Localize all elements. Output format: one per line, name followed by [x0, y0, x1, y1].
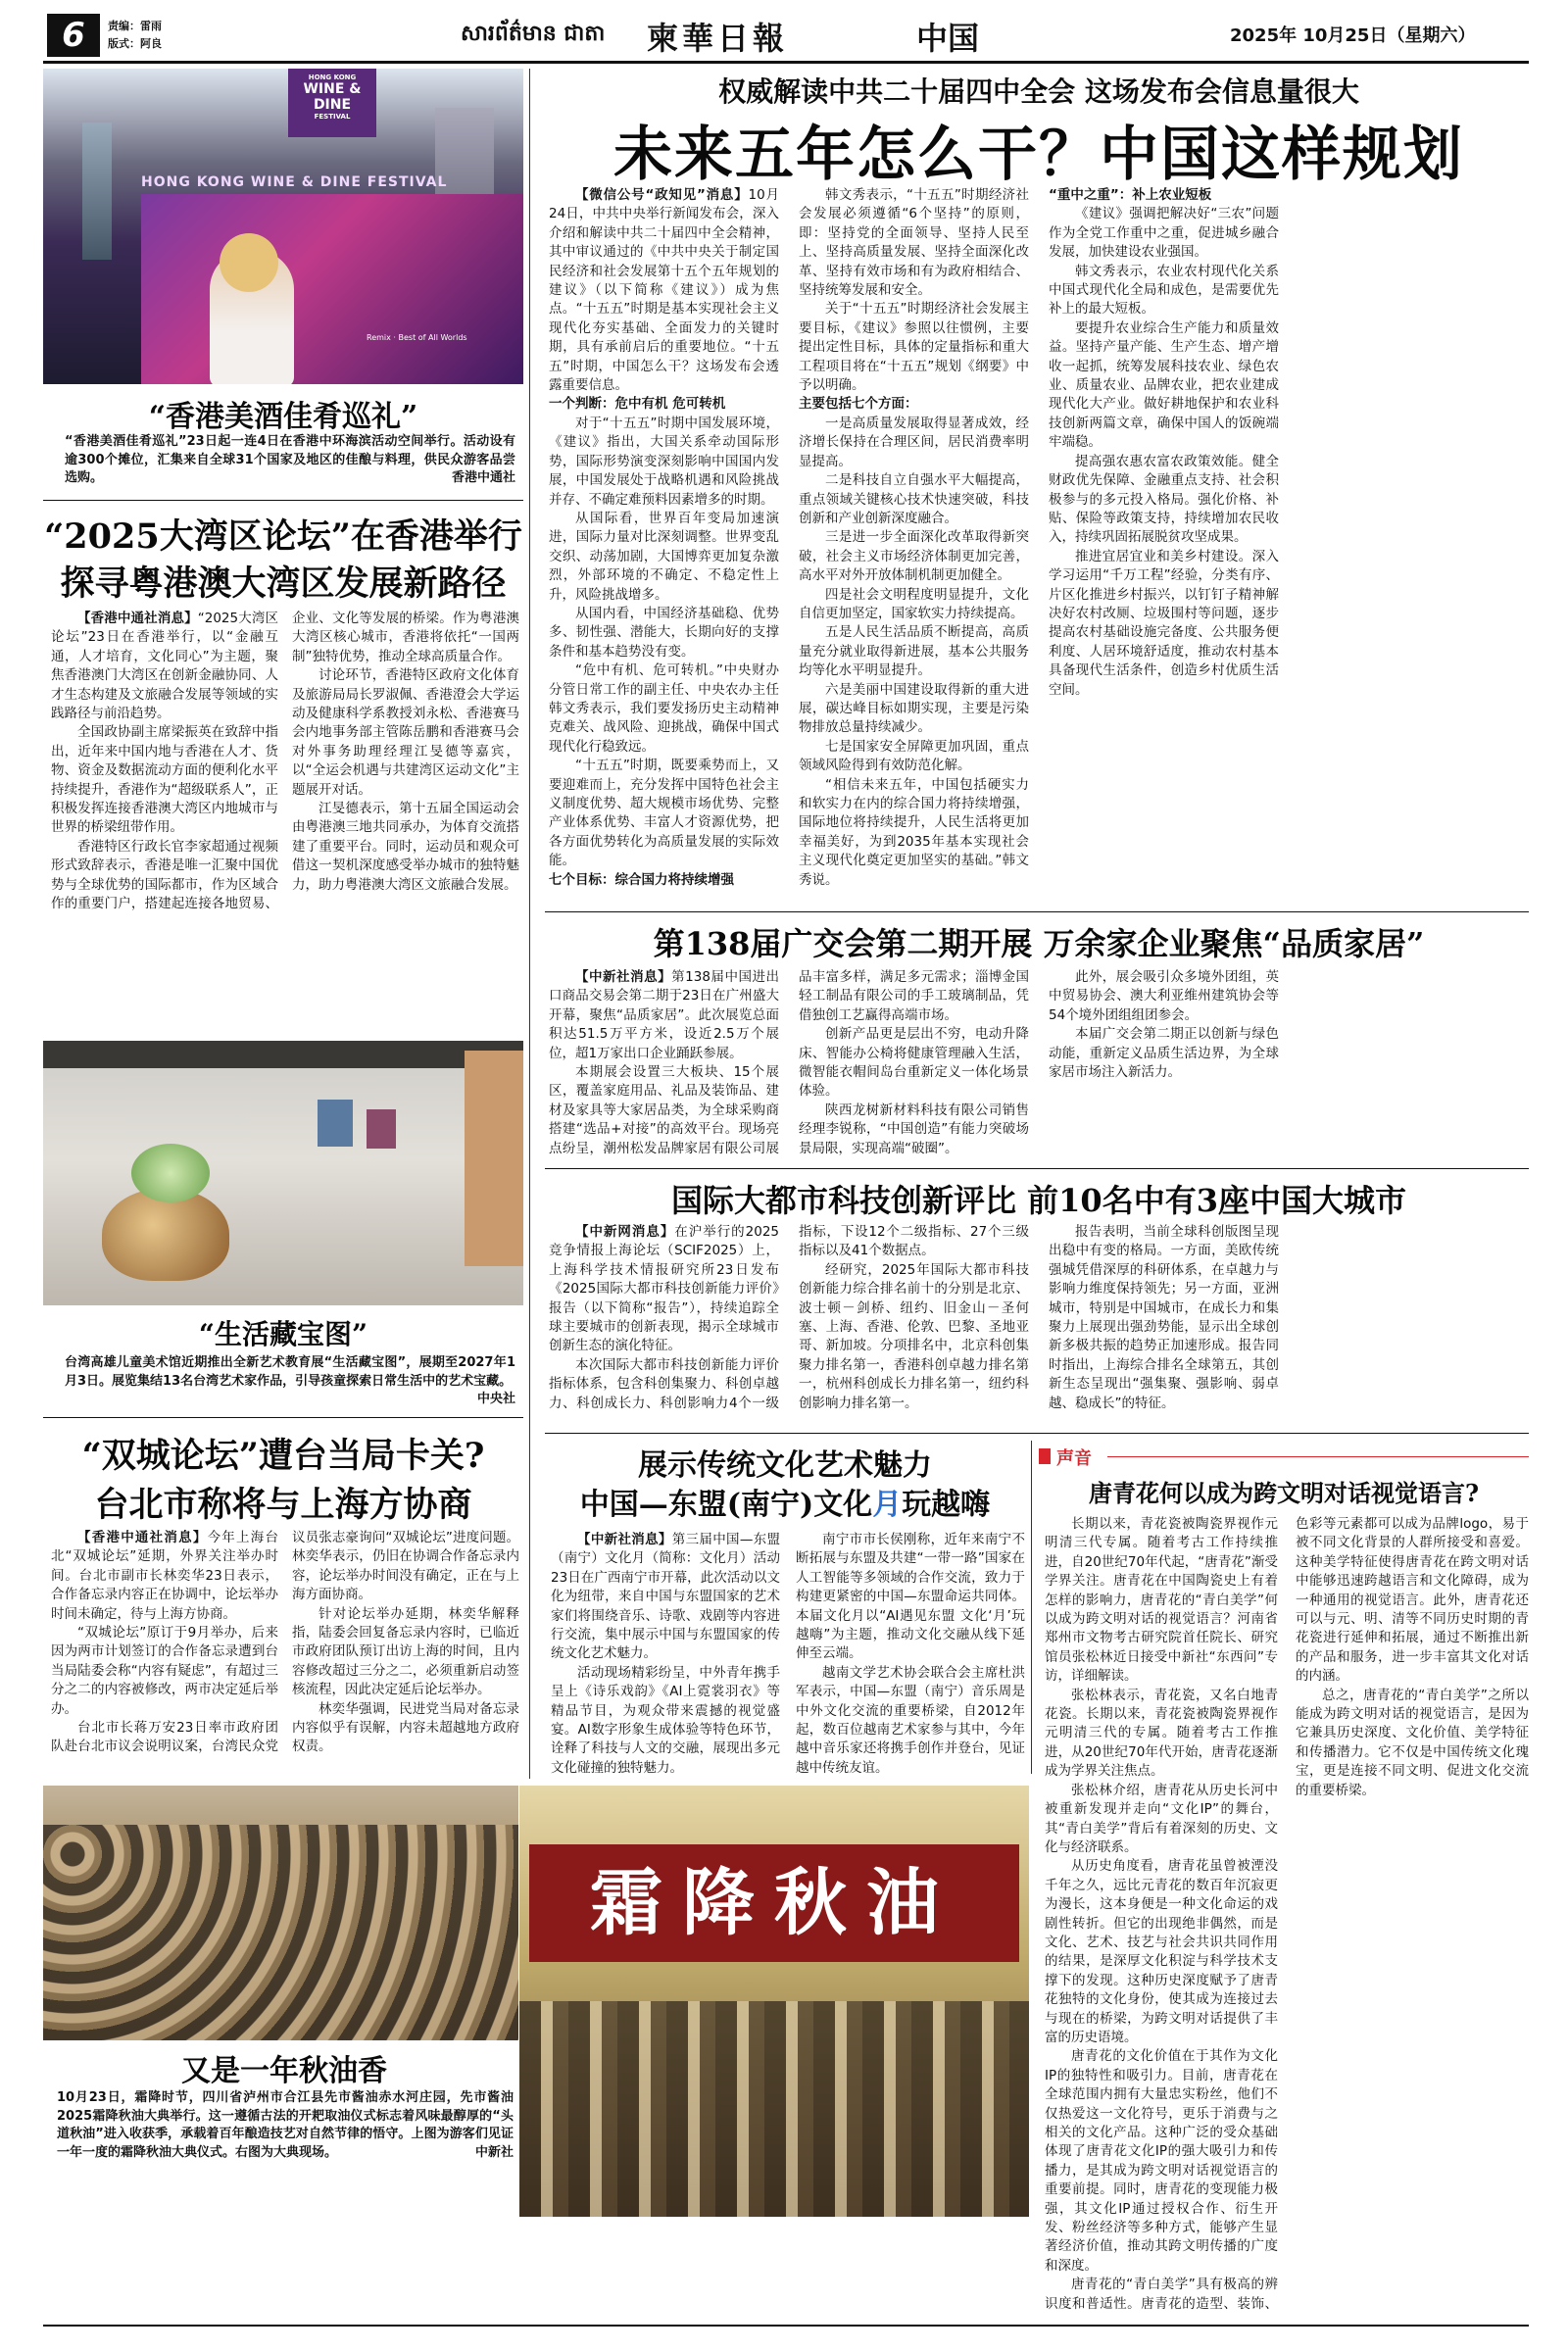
- layout-line: 版式：阿良: [108, 37, 162, 50]
- voice-section: [1039, 1441, 1529, 2323]
- festival-sign: HONG KONG WINE & DINE FESTIVAL: [288, 69, 376, 137]
- twocity-title-1: “双城论坛”遭台当局卡关?: [81, 1436, 485, 1476]
- footer-rule: [43, 2325, 1529, 2327]
- wine-caption: “香港美酒佳肴巡礼”23日起一连4日在香港中环海滨活动空间举行。活动设有逾300个摊位，汇集来自全球31个国家及地区的佳酿与料理，供民众游客品尝选购。 香港中通社: [65, 434, 515, 485]
- techcity-body: 【中新网消息】在沪举行的2025竞争情报上海论坛（SCIF2025）上，上海科学技术情报研究所23日发布《2025国际大都市科技创新能力评价》报告（以下简称“报告”），持续追踪全球主要城市的创新表现，揭示全球城市创新生态的演化特征。 本次国际大都市科技创新能力评价指标体系，包含科创集聚力、科创卓越力、科创成长力、科创影响力4个一级指标，下设12个二级指标、27个三级指标以及41个数据点。 经研究，2025年国际大都市科技创新能力综合排名前十的分别是北京、波士顿－剑桥、纽约、旧金山－圣何塞、上海、香港、伦敦、巴黎、圣地亚哥、新加坡。分项排名中，北京科创集聚力排名第一，香港科创卓越力排名第一，杭州科创成长力排名第一，纽约科创影响力排名第一。 报告表明，当前全球科创版图呈现出稳中有变的格局。一方面，美欧传统强城凭借深厚的科研体系，在卓越力与影响力维度保持领先；另一方面，亚洲城市，特别是中国城市，在成长力和集聚力上展现出强劲势能，显示出全球创新多极共振的趋势正加速形成。报告同时指出，上海综合排名全球第五，其创新生态呈现出“强集聚、强影响、弱卓越、稳成长”的特征。: [549, 1224, 1279, 1411]
- art-museum-photo: [43, 1041, 523, 1305]
- lead-title: 未来五年怎么干？中国这样规划: [613, 121, 1464, 189]
- voice-body: 长期以来，青花瓷被陶瓷界视作元明清三代专属。随着考古工作持续推进，自20世纪70年代起，“唐青花”渐受学界关注。唐青花在中国陶瓷史上有着怎样的影响力，唐青花的“青白美学”何以成为跨文明对话的视觉语言？河南省郑州市文物考古研究院首任院长、研究馆员张松林近日接受中新社“东西问”专访，详细解读。 张松林表示，青花瓷，又名白地青花瓷。长期以来，青花瓷被陶瓷界视作元明清三代的专属。随着考古工作推进，从20世纪70年代开始，唐青花逐渐成为学界关注焦点。 张松林介绍，唐青花从历史长河中被重新发现并走向“文化IP”的舞台，其“青白美学”背后有着深刻的历史、文化与经济联系。 从历史角度看，唐青花虽曾被湮没千年之久，远比元青花的数百年沉寂更为漫长，这本身便是一种文化命运的戏剧性转折。但它的出现绝非偶然，而是文化、艺术、技艺与社会共识共同作用的结果，是深厚文化积淀与科学技术支撑下的发现。这种历史深度赋予了唐青花独特的文化身份，使其成为连接过去与现在的桥梁，为跨文明对话提供了丰富的历史语境。 唐青花的文化价值在于其作为文化IP的独特性和吸引力。目前，唐青花在全球范围内拥有大量忠实粉丝，他们不仅热爱这一文化符号，更乐于消费与之相关的文化产品。这种广泛的受众基础体现了唐青花文化IP的强大吸引力和传播力，是其成为跨文明对话视觉语言的重要前提。同时，唐青花的变现能力极强，其文化IP通过授权合作、衍生开发、粉丝经济等多种方式，能够产生显著经济价值，推动其跨文明传播的广度和深度。 唐青花的“青白美学”具有极高的辨识度和普适性。唐青花的造型、装饰、色彩等元素都可以成为品牌logo，易于被不同文化背景的人群所接受和喜爱。这种美学特征使得唐青花在跨文明对话中能够迅速跨越语言和文化障碍，成为一种通用的视觉语言。此外，唐青花还可以与元、明、清等不同历史时期的青花瓷进行延伸和拓展，通过不断推出新的产品和服务，进一步丰富其文化对话的内涵。 总之，唐青花的“青白美学”之所以能成为跨文明对话的视觉语言，是因为它兼具历史深度、文化价值、美学特征和传播潜力。它不仅是中国传统文化瑰宝，更是连接不同文明、促进文化交流的重要桥梁。: [1045, 1516, 1529, 2312]
- twocity-body: 【香港中通社消息】今年上海台北“双城论坛”延期，外界关注举办时间。台北市副市长林奕华23日表示，合作备忘录内容正在协调中，论坛举办时间未确定，待与上海方协商。 “双城论坛”原订于9月举办，后来因为两市计划签订的合作备忘录遭到台当局陆委会称“内容有疑虑”，有超过三分之二的内容被修改，两市决定延后举办。 台北市长蒋万安23日率市政府团队赴台北市议会说明议案，台湾民众党议员张志豪询问“双城论坛”进度问题。林奕华表示，仍旧在协调合作备忘录内容，论坛举办时间没有确定，正在与上海方面协商。 针对论坛举办延期，林奕华解释指，陆委会回复备忘录内容时，已临近市政府团队预订出访上海的时间，且内容修改超过三分之二，必须重新启动签核流程，因此决定延后论坛举办。 林奕华强调，民进党当局对备忘录内容似乎有误解，内容未超越地方政府权责。: [51, 1530, 519, 1755]
- art-caption: 台湾高雄儿童美术馆近期推出全新艺术教育展“生活藏宝图”，展期至2027年1月3日。展览集结13名台湾艺术家作品，引导孩童探索日常生活中的艺术宝藏。 中央社: [65, 1355, 515, 1406]
- festival-sign-autumn: 霜降秋油: [529, 1844, 1019, 1962]
- paper-name: 柬華日報: [647, 20, 789, 57]
- art-title: “生活藏宝图”: [198, 1318, 368, 1350]
- lead-kicker: 权威解读中共二十届四中全会 这场发布会信息量很大: [718, 75, 1359, 108]
- cantonfair-title: 第138届广交会第二期开展 万余家企业聚焦“品质家居”: [653, 925, 1425, 962]
- bayforum-title-2: 探寻粤港澳大湾区发展新路径: [60, 564, 507, 604]
- asean-body: 【中新社消息】第三届中国—东盟（南宁）文化月（简称：文化月）活动23日在广西南宁市开幕，此次活动以文化为纽带，来自中国与东盟国家的艺术家们将围绕音乐、诗歌、戏剧等内容进行交流，集中展示中国与东盟国家的传统文化艺术魅力。 活动现场精彩纷呈，中外青年携手呈上《诗乐戏韵》《AI上霓裳羽衣》等精品节目，为观众带来震撼的视觉盛宴。AI数字形象生成体验等特色环节，诠释了科技与人文的交融，展现出多元文化碰撞的独特魅力。 南宁市市长侯刚称，近年来南宁不断拓展与东盟及共建“一带一路”国家在人工智能等多领域的合作交流，致力于构建更紧密的中国—东盟命运共同体。本届文化月以“AI遇见东盟 文化‘月’玩越嗨”为主题，推动文化交融从线下延伸至云端。 越南文学艺术协会联合会主席杜洪军表示，中国—东盟（南宁）音乐周是中外文化交流的重要桥梁，自2012年起，数百位越南艺术家参与其中，今年越中音乐家还将携手创作并登台，见证越中传统友谊。: [551, 1532, 1025, 1776]
- festival-banner: HONG KONG WINE & DINE FESTIVAL: [141, 174, 448, 190]
- editor-line: 责编：雷雨: [108, 20, 162, 32]
- autumn-title: 又是一年秋油香: [181, 2054, 387, 2088]
- autumn-photo-right: [519, 1786, 1029, 2217]
- khmer-name: សារព័ត៌មាន ជាតា: [461, 22, 606, 46]
- voice-title: 唐青花何以成为跨文明对话视觉语言?: [1088, 1479, 1480, 1507]
- issue-date: 2025年 10月25日（星期六）: [1230, 25, 1476, 46]
- wine-title: “香港美酒佳肴巡礼”: [148, 400, 418, 434]
- masthead: [0, 0, 1568, 61]
- lead-body: 【微信公号“政知见”消息】10月24日，中共中央举行新闻发布会，深入介绍和解读中共二十届四中全会精神，其中审议通过的《中共中央关于制定国民经济和社会发展第十五个五年规划的建议》（以下简称《建议》）成为焦点。“十五五”时期是基本实现社会主义现代化夯实基础、全面发力的关键时期，具有承前启后的重要地位。“十五五”时期，中国怎么干？这场发布会透露重要信息。 一个判断：危中有机 危可转机 对于“十五五”时期中国发展环境，《建议》指出，大国关系牵动国际形势，国际形势演变深刻影响中国国内发展，中国发展处于战略机遇和风险挑战并存、不确定难预料因素增多的时期。 从国际看，世界百年变局加速演进，国际力量对比深刻调整。世界变乱交织、动荡加剧，大国博弈更加复杂激烈，外部环境的不确定、不稳定性上升，风险挑战增多。 从国内看，中国经济基础稳、优势多、韧性强、潜能大，长期向好的支撑条件和基本趋势没有变。 “危中有机、危可转机。”中央财办分管日常工作的副主任、中央农办主任韩文秀表示，我们要发扬历史主动精神克难关、战风险、迎挑战，确保中国式现代化行稳致远。 “十五五”时期，既要乘势而上，又要迎难而上，充分发挥中国特色社会主义制度优势、超大规模市场优势、完整产业体系优势、丰富人才资源优势，把各方面优势转化为高质量发展的实际效能。 七个目标：综合国力将持续增强 韩文秀表示，“十五五”时期经济社会发展必须遵循“6个坚持”的原则，即：坚持党的全面领导、坚持人民至上、坚持高质量发展、坚持全面深化改革、坚持有效市场和有为政府相结合、坚持统筹发展和安全。 关于“十五五”时期经济社会发展主要目标，《建议》参照以往惯例，主要提出定性目标，具体的定量指标和重大工程项目将在“十五五”规划《纲要》中予以明确。 主要包括七个方面： 一是高质量发展取得显著成效，经济增长保持在合理区间，居民消费率明显提高。 二是科技自立自强水平大幅提高，重点领域关键核心技术快速突破，科技创新和产业创新深度融合。 三是进一步全面深化改革取得新突破，社会主义市场经济体制更加完善，高水平对外开放体制机制更加健全。 四是社会文明程度明显提升，文化自信更加坚定，国家软实力持续提高。 五是人民生活品质不断提高，高质量充分就业取得新进展，基本公共服务均等化水平明显提升。 六是美丽中国建设取得新的重大进展，碳达峰目标如期实现，主要是污染物排放总量持续减少。 七是国家安全屏障更加巩固，重点领域风险得到有效防范化解。 “相信未来五年，中国包括硬实力和软实力在内的综合国力将持续增强，国际地位将持续提升，人民生活将更加幸福美好，为到2035年基本实现社会主义现代化奠定更加坚实的基础。”韩文秀说。 “重中之重”：补上农业短板 《建议》强调把解决好“三农”问题作为全党工作重中之重，促进城乡融合发展，加快建设农业强国。 韩文秀表示，农业农村现代化关系中国式现代化全局和成色，是需要优先补上的最大短板。 要提升农业综合生产能力和质量效益。坚持产量产能、生产生态、增产增收一起抓，统筹发展科技农业、绿色农业、质量农业、品牌农业，把农业建成现代化大产业。做好耕地保护和农业科技创新两篇文章，确保中国人的饭碗端牢端稳。 提高强农惠农富农政策效能。健全财政优先保障、金融重点支持、社会积极参与的多元投入格局。强化价格、补贴、保险等政策支持，持续增加农民收入，持续巩固拓展脱贫攻坚成果。 推进宜居宜业和美乡村建设。深入学习运用“千万工程”经验，分类有序、片区化推进乡村振兴，以钉钉子精神解决好农村改厕、垃圾围村等问题，逐步提高农村基础设施完备度、公共服务便利度、人居环境舒适度，推动农村基本具备现代生活条件，创造乡村优质生活空间。: [549, 187, 1279, 888]
- section-name: 中国: [916, 20, 980, 57]
- asean-title-2: 中国—东盟(南宁)文化月玩越嗨: [579, 1488, 991, 1522]
- twocity-title-2: 台北市称将与上海方协商: [94, 1485, 472, 1525]
- autumn-photo-left: [43, 1786, 518, 2040]
- autumn-caption: 10月23日，霜降时节，四川省泸州市合江县先市酱油赤水河庄园，先市酱油2025霜降秋油大典举行。这一遵循古法的开耙取油仪式标志着风味最醇厚的“头道秋油”进入收获季，承载着百年酿造技艺对自然节律的悟守。上图为游客们见证一年一度的霜降秋油大典仪式。右图为大典现场。 中新社: [57, 2090, 514, 2160]
- cantonfair-body: 【中新社消息】第138届中国进出口商品交易会第二期于23日在广州盛大开幕，聚焦“品质家居”。此次展览总面积达51.5万平方米，设近2.5万个展位，超1万家出口企业踊跃参展。 本期展会设置三大板块、15个展区，覆盖家庭用品、礼品及装饰品、建材及家具等大家居品类，为全球采购商搭建“选品+对接”的高效平台。现场亮点纷呈，潮州松发品牌家居有限公司展品丰富多样，满足多元需求；淄博金国轻工制品有限公司的手工玻璃制品，凭借独创工艺赢得高端市场。 创新产品更是层出不穷，电动升降床、智能办公椅将健康管理融入生活，微智能衣帽间岛台重新定义一体化场景体验。 陕西龙树新材料科技有限公司销售经理李锐称，“中国创造”有能力突破场景局限，实现高端“破圈”。 此外，展会吸引众多境外团组，英中贸易协会、澳大利亚维州建筑协会等54个境外团组组团参会。 本届广交会第二期正以创新与绿色动能，重新定义品质生活边界，为全球家居市场注入新活力。: [549, 969, 1279, 1156]
- masthead-rule: [43, 61, 1529, 64]
- bayforum-title-1: “2025大湾区论坛”在香港举行: [44, 516, 522, 557]
- stage-screen: Remix · Best of All Worlds: [367, 333, 467, 342]
- asean-title-1: 展示传统文化艺术魅力: [638, 1448, 932, 1483]
- bayforum-body: 【香港中通社消息】“2025大湾区论坛”23日在香港举行，以“金融互通，人才培育，文化同心”为主题，聚焦香港澳门大湾区在创新金融协同、人才生态构建及文旅融合发展等领域的实践路径与前沿趋势。 全国政协副主席梁振英在致辞中指出，近年来中国内地与香港在人才、货物、资金及数据流动方面的便利化水平持续提升，香港作为“超级联系人”，正积极发挥连接香港澳大湾区内地城市与世界的桥梁纽带作用。 香港特区行政长官李家超通过视频形式致辞表示，香港是唯一汇聚中国优势与全球优势的国际都市，作为区域合作的重要门户，搭建起连接各地贸易、企业、文化等发展的桥梁。作为粤港澳大湾区核心城市，香港将依托“一国两制”独特优势，推动全球高质量合作。 讨论环节，香港特区政府文化体育及旅游局局长罗淑佩、香港澄会大学运动及健康科学系教授刘永松、香港赛马会内地事务部主管陈岳鹏和香港赛马会对外事务助理经理江旻德等嘉宾，以“全运会机遇与共建湾区运动文化”主题展开对话。 江旻德表示，第十五届全国运动会由粤港澳三地共同承办，为体育交流搭建了重要平台。同时，运动员和观众可借这一契机深度感受举办城市的独特魅力，助力粤港澳大湾区文旅融合发展。: [51, 611, 519, 912]
- page-number: 6: [47, 14, 100, 57]
- techcity-title: 国际大都市科技创新评比 前10名中有3座中国大城市: [671, 1182, 1406, 1219]
- voice-tag: 声音: [1056, 1448, 1092, 1469]
- wine-festival-photo: [43, 69, 523, 384]
